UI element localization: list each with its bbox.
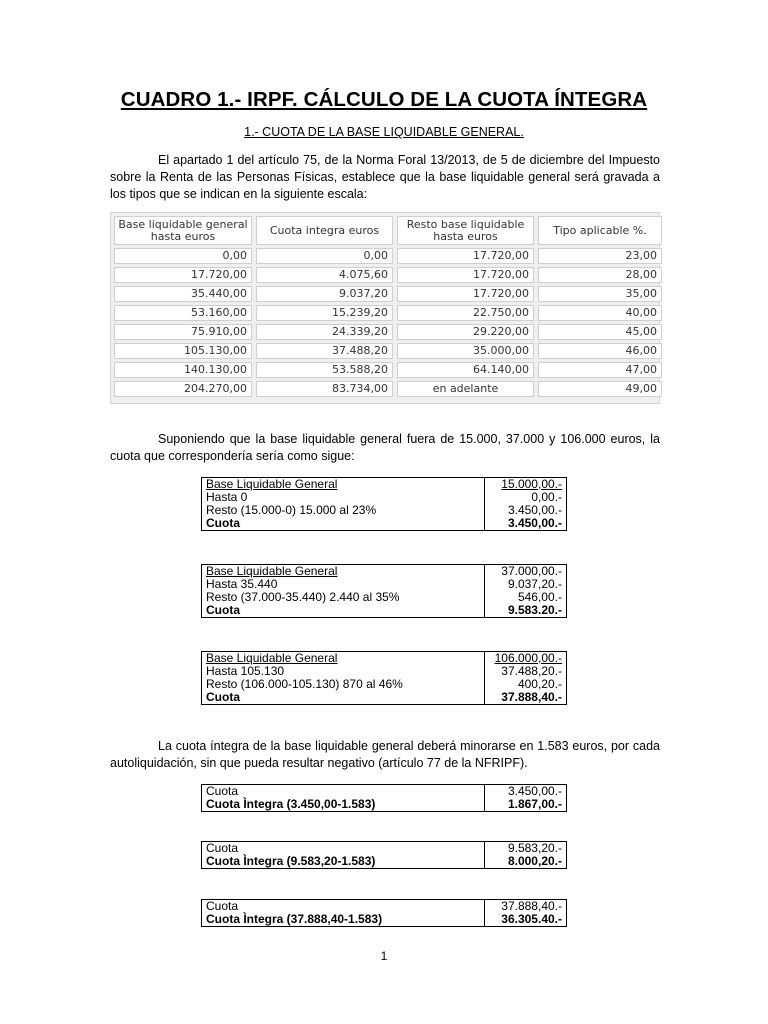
calc-label: Hasta 105.130 <box>202 665 485 678</box>
calc-value: 3.450,00.- <box>485 785 567 799</box>
calc-label: Base Liquidable General <box>202 565 485 579</box>
scale-header: Cuota integra euros <box>256 216 393 245</box>
scale-cell: 23,00 <box>538 248 662 264</box>
scale-cell: 9.037,20 <box>256 286 393 302</box>
scale-cell: 15.239,20 <box>256 305 393 321</box>
paragraph-line: autoliquidación, sin que pueda resultar negativo (artículo 77 de la NFRIPF). <box>110 756 528 770</box>
calc-total-label: Cuota <box>202 604 485 618</box>
scale-header: Base liquidable general hasta euros <box>114 216 252 245</box>
scale-cell: 53.588,20 <box>256 362 393 378</box>
paragraph-line: Suponiendo que la base liquidable general fuera de 15.000, 37.000 y 106.000 euros, la <box>158 432 660 446</box>
calc-total-label: Cuota Ìntegra (3.450,00-1.583) <box>202 798 485 812</box>
scale-cell: 17.720,00 <box>397 286 534 302</box>
scale-cell: en adelante <box>397 381 534 397</box>
scale-cell: 75.910,00 <box>114 324 252 340</box>
scale-cell: 49,00 <box>538 381 662 397</box>
calc-value: 15.000,00.- <box>485 478 567 492</box>
scale-cell: 83.734,00 <box>256 381 393 397</box>
calc-value: 546,00.- <box>485 591 567 604</box>
scale-cell: 28,00 <box>538 267 662 283</box>
calc-table-37000 <box>201 564 567 618</box>
scale-cell: 37.488,20 <box>256 343 393 359</box>
calc-value: 3.450,00.- <box>485 504 567 517</box>
paragraph-line: sobre la Renta de las Personas Físicas, establece que la base liquidable general será gravada a <box>110 170 660 184</box>
calc-total-value: 37.888,40.- <box>485 691 567 705</box>
scale-cell: 17.720,00 <box>397 248 534 264</box>
scale-cell: 17.720,00 <box>114 267 252 283</box>
scale-cell: 35.440,00 <box>114 286 252 302</box>
scale-cell: 35.000,00 <box>397 343 534 359</box>
calc-label: Hasta 35.440 <box>202 578 485 591</box>
calc-table-15000 <box>201 477 567 531</box>
calc-total-label: Cuota Ìntegra (9.583,20-1.583) <box>202 855 485 869</box>
page-number: 1 <box>380 949 388 963</box>
calc-label: Base Liquidable General <box>202 478 485 492</box>
scale-cell: 24.339,20 <box>256 324 393 340</box>
integra-table-3 <box>201 899 567 927</box>
scale-cell: 17.720,00 <box>397 267 534 283</box>
calc-label: Resto (106.000-105.130) 870 al 46% <box>202 678 485 691</box>
calc-label: Base Liquidable General <box>202 652 485 666</box>
calc-value: 0,00.- <box>485 491 567 504</box>
tax-scale-table <box>110 212 660 404</box>
calc-label: Resto (37.000-35.440) 2.440 al 35% <box>202 591 485 604</box>
integra-table-2 <box>201 841 567 869</box>
calc-total-value: 8.000,20.- <box>485 855 567 869</box>
paragraph-line: La cuota íntegra de la base liquidable general deberá minorarse en 1.583 euros, por cada <box>158 739 660 753</box>
calc-total-value: 3.450,00.- <box>485 517 567 531</box>
calc-value: 9.037,20.- <box>485 578 567 591</box>
paragraph-line: El apartado 1 del artículo 75, de la Norma Foral 13/2013, de 5 de diciembre del Impuesto <box>158 153 660 167</box>
calc-label: Hasta 0 <box>202 491 485 504</box>
example-paragraph <box>110 431 660 465</box>
scale-cell: 40,00 <box>538 305 662 321</box>
calc-total-label: Cuota Ìntegra (37.888,40-1.583) <box>202 913 485 927</box>
scale-cell: 45,00 <box>538 324 662 340</box>
calc-value: 106.000,00.- <box>485 652 567 666</box>
scale-header: Resto base liquidable hasta euros <box>397 216 534 245</box>
calc-total-value: 36.305.40.- <box>485 913 567 927</box>
calc-value: 400,20.- <box>485 678 567 691</box>
calc-total-label: Cuota <box>202 517 485 531</box>
scale-cell: 4.075,60 <box>256 267 393 283</box>
scale-cell: 204.270,00 <box>114 381 252 397</box>
paragraph-line: cuota que correspondería sería como sigue: <box>110 449 355 463</box>
calc-table-106000 <box>201 651 567 705</box>
calc-value: 37.488,20.- <box>485 665 567 678</box>
calc-total-label: Cuota <box>202 691 485 705</box>
integra-table-1 <box>201 784 567 812</box>
paragraph-line: los tipos que se indican en la siguiente escala: <box>110 187 368 201</box>
scale-cell: 0,00 <box>114 248 252 264</box>
scale-cell: 46,00 <box>538 343 662 359</box>
scale-cell: 29.220,00 <box>397 324 534 340</box>
scale-cell: 64.140,00 <box>397 362 534 378</box>
scale-header: Tipo aplicable %. <box>538 216 662 245</box>
calc-label: Resto (15.000-0) 15.000 al 23% <box>202 504 485 517</box>
reduction-paragraph <box>110 738 660 772</box>
scale-cell: 0,00 <box>256 248 393 264</box>
calc-value: 37.000,00.- <box>485 565 567 579</box>
scale-cell: 47,00 <box>538 362 662 378</box>
scale-cell: 53.160,00 <box>114 305 252 321</box>
scale-cell: 35,00 <box>538 286 662 302</box>
scale-cell: 22.750,00 <box>397 305 534 321</box>
scale-cell: 140.130,00 <box>114 362 252 378</box>
scale-cell: 105.130,00 <box>114 343 252 359</box>
calc-total-value: 9.583.20.- <box>485 604 567 618</box>
page-title: CUADRO 1.- IRPF. CÁLCULO DE LA CUOTA ÍNTEGRA <box>120 88 648 111</box>
calc-total-value: 1.867,00.- <box>485 798 567 812</box>
calc-label: Cuota <box>202 900 485 914</box>
intro-paragraph <box>110 152 660 203</box>
calc-label: Cuota <box>202 785 485 799</box>
calc-label: Cuota <box>202 842 485 856</box>
calc-value: 37.888,40.- <box>485 900 567 914</box>
section-subtitle: 1.- CUOTA DE LA BASE LIQUIDABLE GENERAL. <box>244 125 524 139</box>
calc-value: 9.583,20.- <box>485 842 567 856</box>
